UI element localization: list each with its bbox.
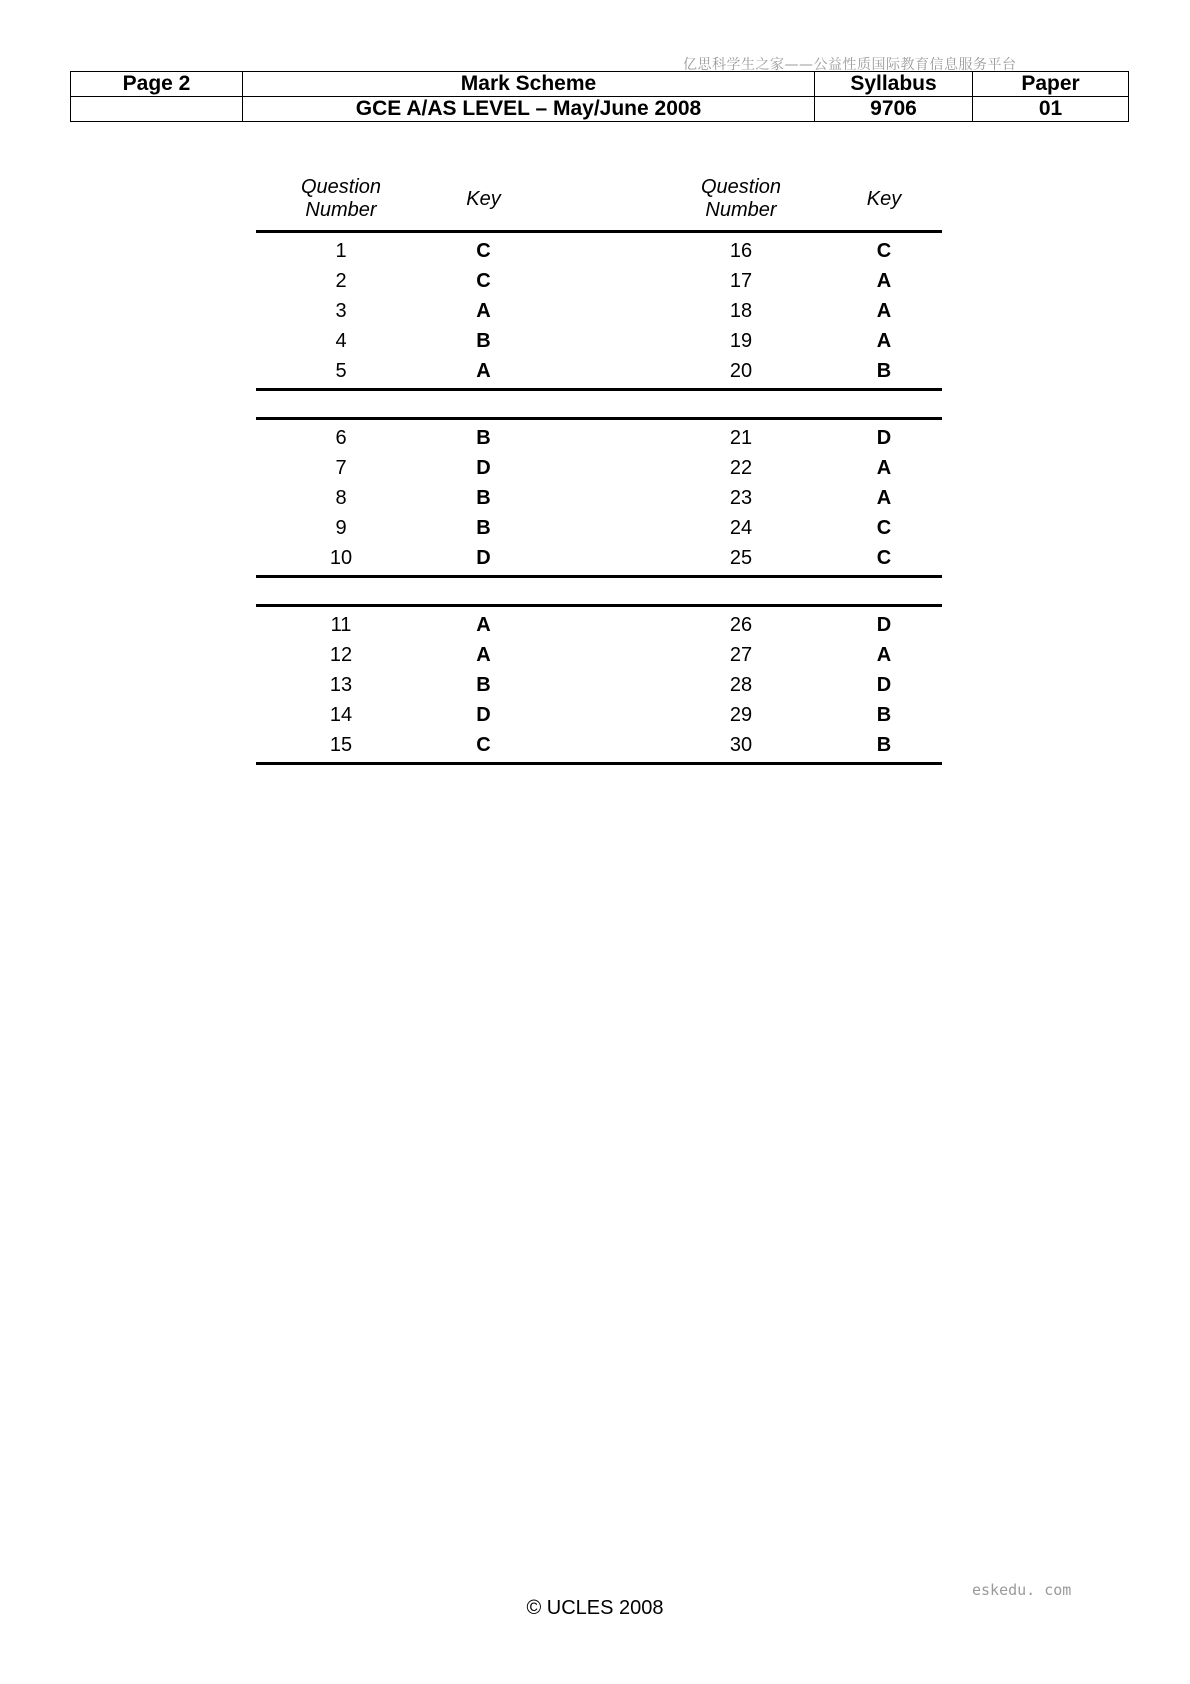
answer-group xyxy=(256,233,942,391)
answer-key: B xyxy=(476,486,491,509)
question-number: 29 xyxy=(729,703,753,726)
header-table xyxy=(70,71,1129,122)
table-row xyxy=(256,356,942,386)
question-number: 2 xyxy=(335,269,347,292)
question-number: 10 xyxy=(329,546,353,569)
question-number: 16 xyxy=(729,239,753,262)
answer-key-table xyxy=(256,168,942,765)
answer-key: C xyxy=(476,239,491,262)
table-row xyxy=(256,266,942,296)
question-number: 21 xyxy=(729,426,753,449)
table-row xyxy=(256,640,942,670)
answer-table-header xyxy=(256,168,942,233)
table-row xyxy=(256,543,942,573)
answer-key: D xyxy=(476,703,491,726)
question-number: 11 xyxy=(330,613,352,636)
question-number-header-left xyxy=(256,176,426,222)
question-number: 19 xyxy=(729,329,753,352)
question-number: 17 xyxy=(729,269,753,292)
group-divider xyxy=(256,578,942,607)
answer-key: D xyxy=(876,613,892,636)
table-row xyxy=(256,513,942,543)
question-number: 25 xyxy=(729,546,753,569)
answer-key: C xyxy=(476,733,491,756)
answer-group xyxy=(256,607,942,765)
answer-key: A xyxy=(876,299,892,322)
table-row xyxy=(256,453,942,483)
question-number: 26 xyxy=(729,613,753,636)
answer-key: B xyxy=(876,733,892,756)
table-row xyxy=(256,700,942,730)
question-header-line2: Number xyxy=(305,199,377,221)
answer-key: A xyxy=(476,299,491,322)
document-subtitle: GCE A/AS LEVEL – May/June 2008 xyxy=(243,97,815,122)
key-header-right: Key xyxy=(866,187,902,210)
question-number: 27 xyxy=(729,643,753,666)
table-row xyxy=(256,730,942,760)
answer-key: C xyxy=(876,516,892,539)
answer-key: B xyxy=(476,329,491,352)
question-number: 1 xyxy=(335,239,347,262)
answer-key: B xyxy=(476,516,491,539)
syllabus-value: 9706 xyxy=(815,97,973,122)
question-number: 22 xyxy=(729,456,753,479)
table-row xyxy=(256,670,942,700)
question-number: 13 xyxy=(329,673,353,696)
table-row xyxy=(256,326,942,356)
question-number: 28 xyxy=(729,673,753,696)
question-number: 9 xyxy=(335,516,347,539)
answer-key: A xyxy=(876,643,892,666)
page-number: Page 2 xyxy=(71,72,243,97)
answer-group xyxy=(256,420,942,578)
answer-key: D xyxy=(876,426,892,449)
question-number: 8 xyxy=(335,486,347,509)
question-number: 30 xyxy=(729,733,753,756)
table-row xyxy=(256,296,942,326)
question-number: 5 xyxy=(335,359,347,382)
question-number: 7 xyxy=(335,456,347,479)
answer-key: B xyxy=(876,359,892,382)
question-number: 4 xyxy=(335,329,347,352)
question-number: 3 xyxy=(335,299,347,322)
question-number: 24 xyxy=(729,516,753,539)
watermark-top-text: 亿思科学生之家——公益性质国际教育信息服务平台 xyxy=(683,57,1017,73)
question-number: 23 xyxy=(729,486,753,509)
table-row xyxy=(256,423,942,453)
answer-key: A xyxy=(876,269,892,292)
question-header-line1: Question xyxy=(300,176,382,198)
answer-key: B xyxy=(476,426,491,449)
answer-key: D xyxy=(876,673,892,696)
question-header-line1: Question xyxy=(700,176,782,198)
syllabus-label: Syllabus xyxy=(815,72,973,97)
document-title: Mark Scheme xyxy=(243,72,815,97)
watermark-bottom-text: eskedu. com xyxy=(972,1581,1072,1599)
question-number: 12 xyxy=(329,643,353,666)
question-number: 18 xyxy=(729,299,753,322)
table-row xyxy=(256,236,942,266)
question-number: 6 xyxy=(335,426,347,449)
answer-key: A xyxy=(876,329,892,352)
key-header-left: Key xyxy=(466,187,501,210)
answer-key: A xyxy=(876,456,892,479)
empty-cell xyxy=(71,97,243,122)
group-divider xyxy=(256,391,942,420)
question-header-line2: Number xyxy=(705,199,777,221)
answer-key: A xyxy=(876,486,892,509)
answer-key: A xyxy=(476,643,491,666)
answer-key: A xyxy=(476,359,491,382)
answer-key: D xyxy=(476,456,491,479)
answer-key: B xyxy=(876,703,892,726)
paper-value: 01 xyxy=(973,97,1129,122)
answer-key: C xyxy=(476,269,491,292)
answer-key: A xyxy=(476,613,491,636)
answer-key: D xyxy=(476,546,491,569)
answer-key: B xyxy=(476,673,491,696)
answer-groups xyxy=(256,233,942,765)
question-number-header-right xyxy=(656,176,826,222)
table-row xyxy=(256,483,942,513)
copyright-footer: © UCLES 2008 xyxy=(526,1597,664,1619)
question-number: 14 xyxy=(329,703,353,726)
paper-label: Paper xyxy=(973,72,1129,97)
question-number: 15 xyxy=(329,733,353,756)
answer-key: C xyxy=(876,546,892,569)
table-row xyxy=(256,610,942,640)
answer-key: C xyxy=(876,239,892,262)
question-number: 20 xyxy=(729,359,753,382)
